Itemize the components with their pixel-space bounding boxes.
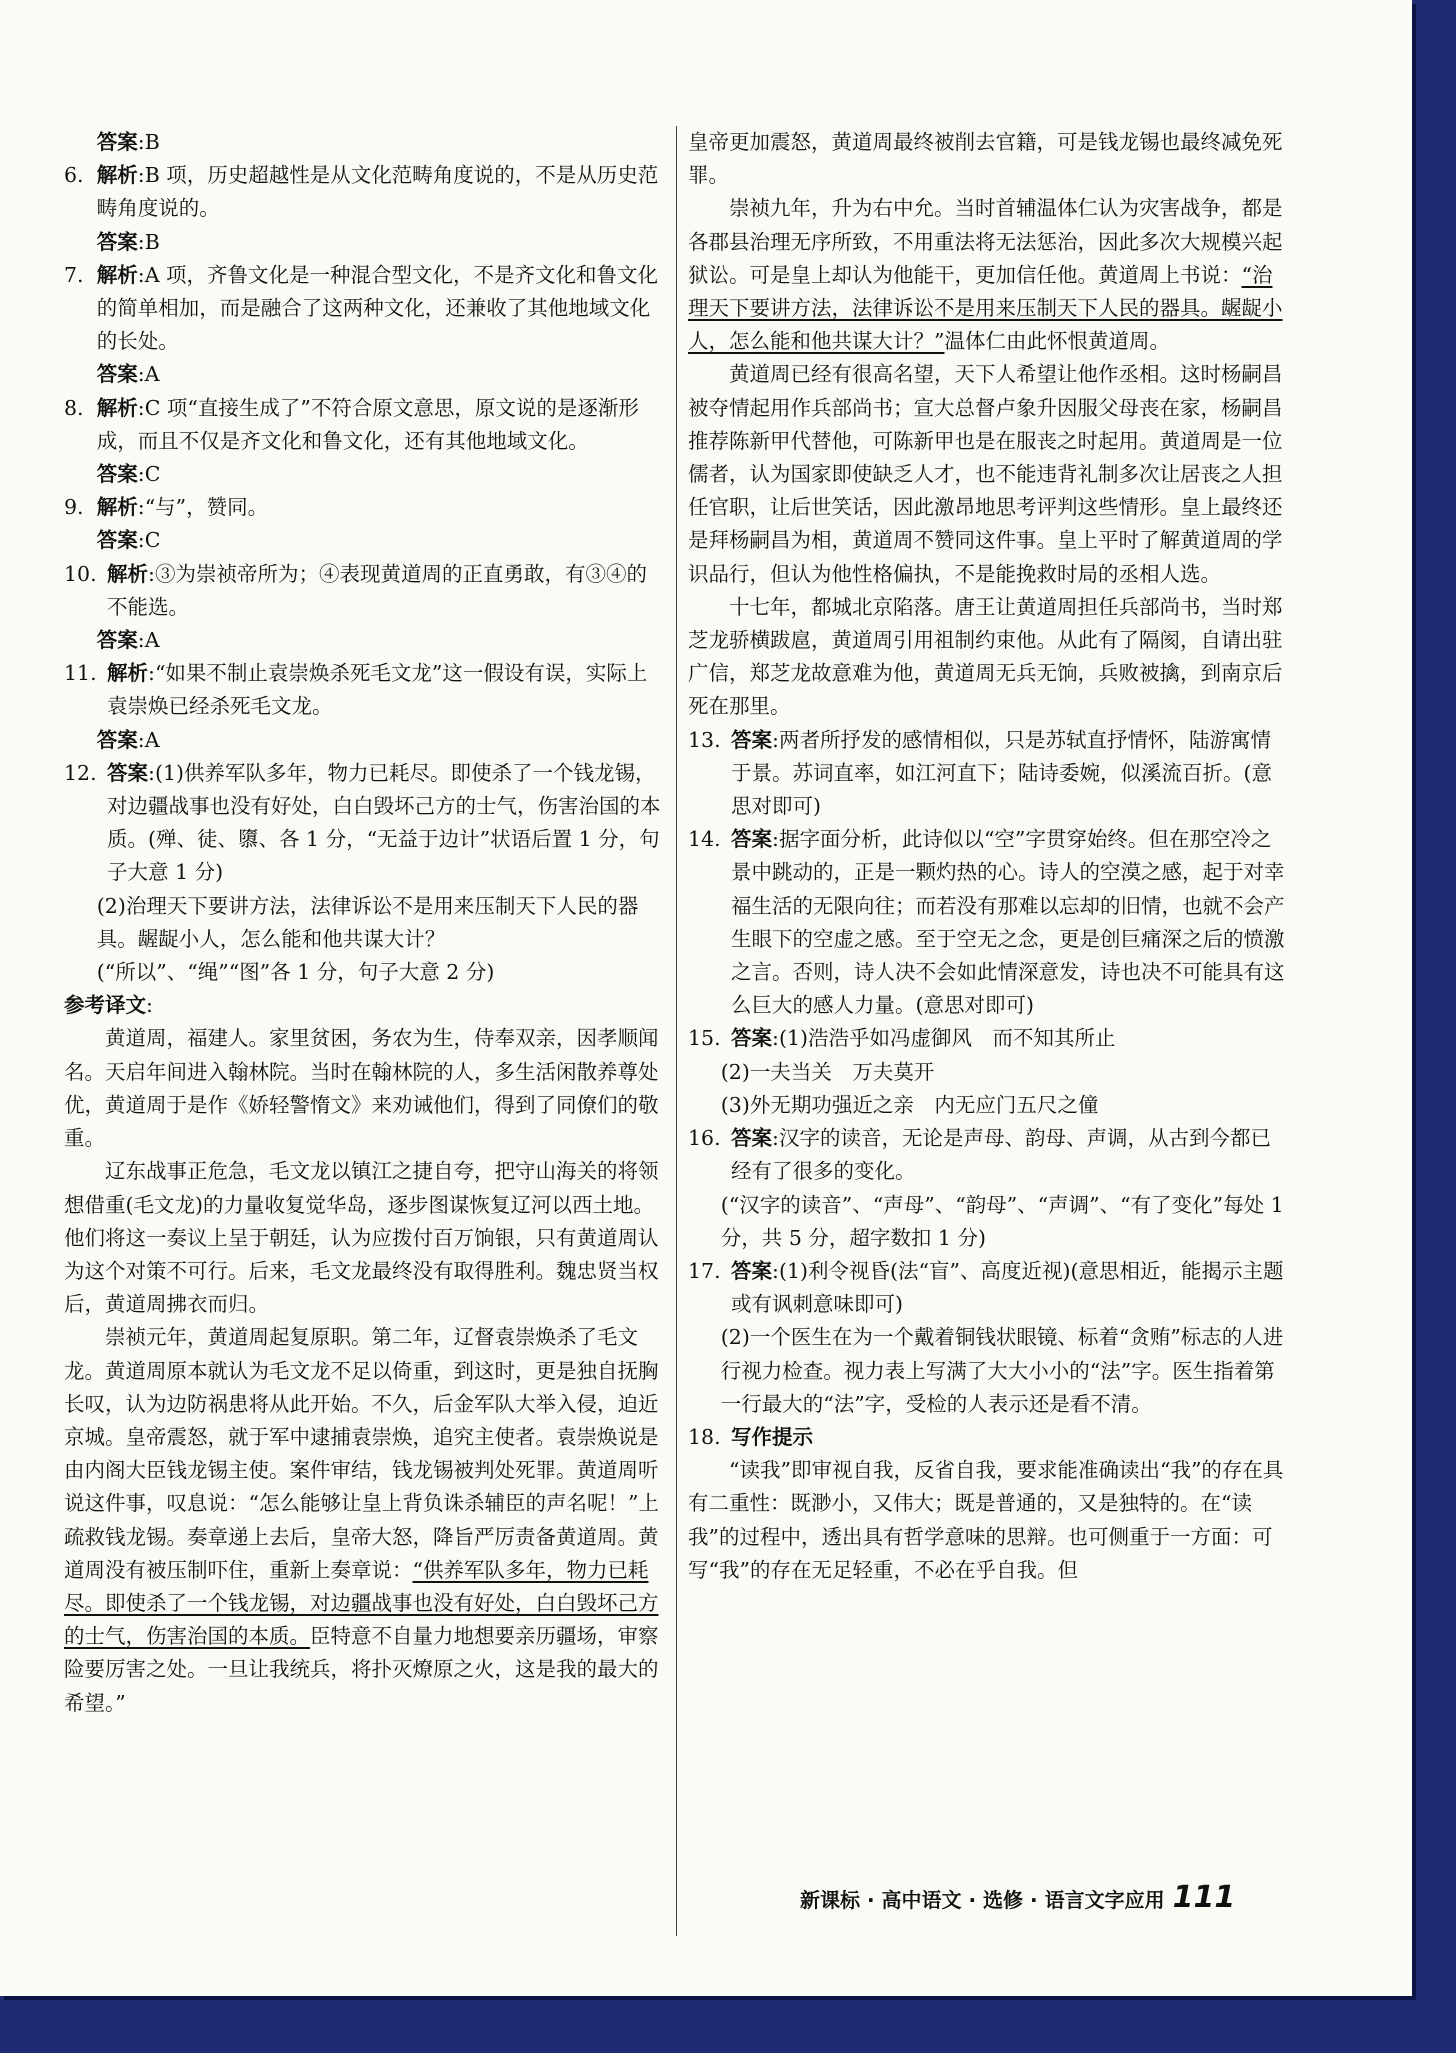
- answer-line: [64, 524, 664, 557]
- question-number: 15.: [688, 1026, 721, 1051]
- paragraph-text: “读我”即审视自我，反省自我，要求能准确读出“我”的存在具有二重性：既渺小，又伟大；既是普通的，又是独特的。在“读我”的过程中，透出具有哲学意味的思辩。也可侧重于一方面：可写“我”的存在无足轻重，不必在乎自我。但: [688, 1458, 1284, 1582]
- item-text: :“与”，赞同。: [137, 495, 269, 520]
- right-column: [688, 126, 1288, 1587]
- paragraph-text: 崇祯元年，黄道周起复原职。第二年，辽督袁崇焕杀了毛文龙。黄道周原本就认为毛文龙不足以倚重，到这时，更是独自抚胸长叹，认为边防祸患将从此开始。不久，后金军队大举入侵，迫近京城。皇帝震怒，就于军中逮捕袁崇焕，追究主使者。袁崇焕说是由内阁大臣钱龙锡主使。案件审结，钱龙锡被判处死罪。黄道周听说这件事，叹息说：“怎么能够让皇上背负诛杀辅臣的声名呢！”上疏救钱龙锡。奏章递上去后，皇帝大怒，降旨严厉责备黄道周。黄道周没有被压制吓住，重新上奏章说：: [64, 1325, 659, 1582]
- item-label: 答案: [107, 760, 149, 785]
- answer-text: :B: [137, 130, 160, 154]
- item-label: 写作提示: [731, 1424, 814, 1449]
- answer-line: [64, 358, 664, 391]
- text-paragraph: [688, 1454, 1288, 1587]
- item-label: 解析: [96, 495, 138, 520]
- question-number: 10.: [64, 561, 97, 586]
- item-label: 答案: [731, 727, 773, 752]
- item-label: 答案: [731, 1258, 773, 1283]
- item-text: :C 项“直接生成了”不符合原文意思，原文说的是逐渐形成，而且不仅是齐文化和鲁文化，还有其他地域文化。: [96, 395, 639, 453]
- question-item: [688, 1122, 1288, 1188]
- text-paragraph: [688, 1189, 1288, 1255]
- question-item: [688, 823, 1288, 1022]
- item-label: 解析: [107, 661, 149, 686]
- question-item: [64, 491, 664, 524]
- paragraph-text-after: 臣特意不自量力地想要亲历疆场，审察险要厉害之处。一旦让我统兵，将扑灭燎原之火，这是我的最大的希望。”: [64, 1624, 659, 1715]
- paragraph-text: (2)治理天下要讲方法，法律诉讼不是用来压制天下人民的器具。龌龊小人，怎么能和他共谋大计？: [96, 893, 639, 951]
- left-column: [64, 126, 664, 1720]
- question-number: 8.: [64, 395, 84, 420]
- question-number: 18.: [688, 1424, 721, 1449]
- item-text: :“如果不制止袁崇焕杀死毛文龙”这一假设有误，实际上袁崇焕已经杀死毛文龙。: [107, 661, 648, 719]
- answer-label: 答案: [96, 628, 138, 653]
- section-heading: [64, 989, 664, 1022]
- answer-text: :C: [137, 462, 161, 487]
- text-paragraph: [688, 1321, 1288, 1421]
- underlined-quote: “治理天下要讲方法，法律诉讼不是用来压制天下人民的器具。龌龊小人，怎么能和他共谋大计？”: [688, 262, 1283, 354]
- question-item: [64, 392, 664, 458]
- text-paragraph: [688, 1056, 1288, 1089]
- text-paragraph: [64, 1022, 664, 1155]
- question-number: 12.: [64, 760, 97, 785]
- paragraph-text: (2)一夫当关 万夫莫开: [720, 1059, 935, 1084]
- answer-label: 答案: [96, 462, 138, 487]
- answer-text: :C: [137, 528, 161, 553]
- question-item: [688, 1421, 1288, 1454]
- paragraph-text: 皇帝更加震怒，黄道周最终被削去官籍，可是钱龙锡也最终减免死罪。: [688, 130, 1283, 188]
- item-label: 答案: [731, 1026, 773, 1051]
- paragraph-text-after: 温体仁由此怀恨黄道周。: [944, 329, 1170, 354]
- answer-label: 答案: [96, 229, 138, 254]
- text-paragraph: [64, 956, 664, 989]
- question-number: 17.: [688, 1258, 721, 1283]
- answer-label: 答案: [96, 362, 138, 387]
- answer-label: 答案: [96, 130, 138, 154]
- item-text: :B 项，历史超越性是从文化范畴角度说的，不是从历史范畴角度说的。: [96, 163, 659, 221]
- heading-label: 参考译文: [64, 993, 146, 1018]
- question-item: [64, 159, 664, 225]
- answer-text: :A: [137, 727, 160, 752]
- item-text: :A 项，齐鲁文化是一种混合型文化，不是齐文化和鲁文化的简单相加，而是融合了这两种文化，还兼收了其他地域文化的长处。: [96, 262, 659, 354]
- question-number: 16.: [688, 1126, 721, 1151]
- item-text: :(1)供养军队多年，物力已耗尽。即使杀了一个钱龙锡，对边疆战事也没有好处，白白毁坏己方的士气，伤害治国的本质。(殚、徒、隳、各 1 分，“无益于边计”状语后置 1 分，句子大意 1 分): [107, 760, 661, 885]
- paragraph-text: 辽东战事正危急，毛文龙以镇江之捷自夸，把守山海关的将领想借重(毛文龙)的力量收复觉华岛，逐步图谋恢复辽河以西土地。他们将这一奏议上呈于朝廷，认为应拨付百万饷银，只有黄道周认为这个对策不可行。后来，毛文龙最终没有取得胜利。魏忠贤当权后，黄道周拂衣而归。: [64, 1159, 659, 1317]
- answer-text: :B: [137, 229, 160, 254]
- question-number: 6.: [64, 163, 84, 188]
- paragraph-text: 十七年，都城北京陷落。唐王让黄道周担任兵部尚书，当时郑芝龙骄横跋扈，黄道周引用祖制约束他。从此有了隔阂，自请出驻广信，郑芝龙故意难为他，黄道周无兵无饷，兵败被擒，到南京后死在那里。: [688, 594, 1283, 719]
- paragraph-text: 黄道周，福建人。家里贫困，务农为生，侍奉双亲，因孝顺闻名。天启年间进入翰林院。当时在翰林院的人，多生活闲散养尊处优，黄道周于是作《娇轻警惰文》来劝诫他们，得到了同僚们的敬重。: [64, 1026, 659, 1151]
- item-text: :(1)利令视昏(法“盲”、高度近视)(意思相近，能揭示主题或有讽刺意味即可): [731, 1258, 1284, 1317]
- underlined-quote: “供养军队多年，物力已耗尽。即使杀了一个钱龙锡，对边疆战事也没有好处，白白毁坏己方的士气，伤害治国的本质。: [64, 1557, 659, 1649]
- item-label: 解析: [107, 561, 149, 586]
- answer-text: :A: [137, 362, 160, 387]
- footer-title: 新课标 · 高中语文 · 选修 · 语言文字应用: [800, 1888, 1165, 1912]
- column-divider: [676, 126, 677, 1936]
- question-item: [688, 1022, 1288, 1055]
- text-paragraph: [688, 126, 1288, 192]
- answer-line: [64, 126, 664, 159]
- question-number: 13.: [688, 727, 721, 752]
- paragraph-text: 崇祯九年，升为右中允。当时首辅温体仁认为灾害战争，都是各郡县治理无序所致，不用重法将无法惩治，因此多次大规模兴起狱讼。可是皇上却认为他能干，更加信任他。黄道周上书说：: [688, 196, 1283, 287]
- paragraph-text: (“汉字的读音”、“声母”、“韵母”、“声调”、“有了变化”每处 1 分，共 5 分，超字数扣 1 分): [720, 1192, 1284, 1250]
- text-paragraph: [64, 890, 664, 956]
- item-label: 解析: [96, 262, 138, 287]
- page-number: 111: [1172, 1880, 1236, 1915]
- question-item: [64, 259, 664, 359]
- answer-label: 答案: [96, 528, 138, 553]
- answer-line: [64, 226, 664, 259]
- paragraph-text: (2)一个医生在为一个戴着铜钱状眼镜、标着“贪贿”标志的人进行视力检查。视力表上写满了大大小小的“法”字。医生指着第一行最大的“法”字，受检的人表示还是看不清。: [720, 1325, 1284, 1416]
- answer-line: [64, 724, 664, 757]
- answer-text: :A: [137, 628, 160, 653]
- question-item: [688, 724, 1288, 824]
- item-text: :③为崇祯帝所为；④表现黄道周的正直勇敢，有③④的不能选。: [107, 561, 647, 619]
- heading-colon: :: [146, 993, 153, 1018]
- paragraph-text: 黄道周已经有很高名望，天下人希望让他作丞相。这时杨嗣昌被夺情起用作兵部尚书；宣大总督卢象升因服父母丧在家，杨嗣昌推荐陈新甲代替他，可陈新甲也是在服丧之时起用。黄道周是一位儒者，认为国家即使缺乏人才，也不能违背礼制多次让居丧之人担任官职，让后世笑话，因此激昂地思考评判这些情形。皇上最终还是拜杨嗣昌为相，黄道周不赞同这件事。皇上平时了解黄道周的学识品行，但认为他性格偏执，不是能挽救时局的丞相人选。: [688, 362, 1283, 586]
- text-paragraph: [688, 591, 1288, 724]
- text-paragraph: [64, 1155, 664, 1321]
- answer-line: [64, 458, 664, 491]
- item-text: :据字面分析，此诗似以“空”字贯穿始终。但在那空冷之景中跳动的，正是一颗灼热的心。诗人的空漠之感，起于对幸福生活的无限向往；而若没有那难以忘却的旧情，也就不会产生眼下的空虚之感。至于空无之念，更是创巨痛深之后的愤激之言。否则，诗人决不会如此情深意发，诗也决不可能具有这么巨大的感人力量。(意思对即可): [731, 827, 1285, 1018]
- paragraph-text: (“所以”、“绳”“图”各 1 分，句子大意 2 分): [96, 960, 495, 985]
- page-footer: [800, 1880, 1235, 1915]
- item-label: 解析: [96, 163, 138, 188]
- text-paragraph: [688, 1089, 1288, 1122]
- item-label: 答案: [731, 827, 773, 852]
- question-item: [64, 757, 664, 890]
- item-label: 答案: [731, 1126, 773, 1151]
- item-label: 解析: [96, 395, 138, 420]
- paragraph-text: (3)外无期功强近之亲 内无应门五尺之僮: [720, 1092, 1099, 1117]
- question-number: 9.: [64, 495, 84, 520]
- question-item: [688, 1255, 1288, 1321]
- question-item: [64, 657, 664, 723]
- answer-line: [64, 624, 664, 657]
- text-paragraph: [688, 358, 1288, 590]
- question-number: 14.: [688, 827, 721, 852]
- item-text: :两者所抒发的感情相似，只是苏轼直抒情怀，陆游寓情于景。苏词直率，如江河直下；陆诗委婉，似溪流百折。(意思对即可): [731, 727, 1273, 819]
- question-item: [64, 558, 664, 624]
- item-text: :(1)浩浩乎如冯虚御风 而不知其所止: [772, 1026, 1116, 1051]
- question-number: 7.: [64, 262, 84, 287]
- answer-label: 答案: [96, 727, 138, 752]
- item-text: :汉字的读音，无论是声母、韵母、声调，从古到今都已经有了很多的变化。: [731, 1126, 1271, 1184]
- question-number: 11.: [64, 661, 97, 686]
- text-paragraph: [688, 192, 1288, 358]
- text-paragraph: [64, 1321, 664, 1719]
